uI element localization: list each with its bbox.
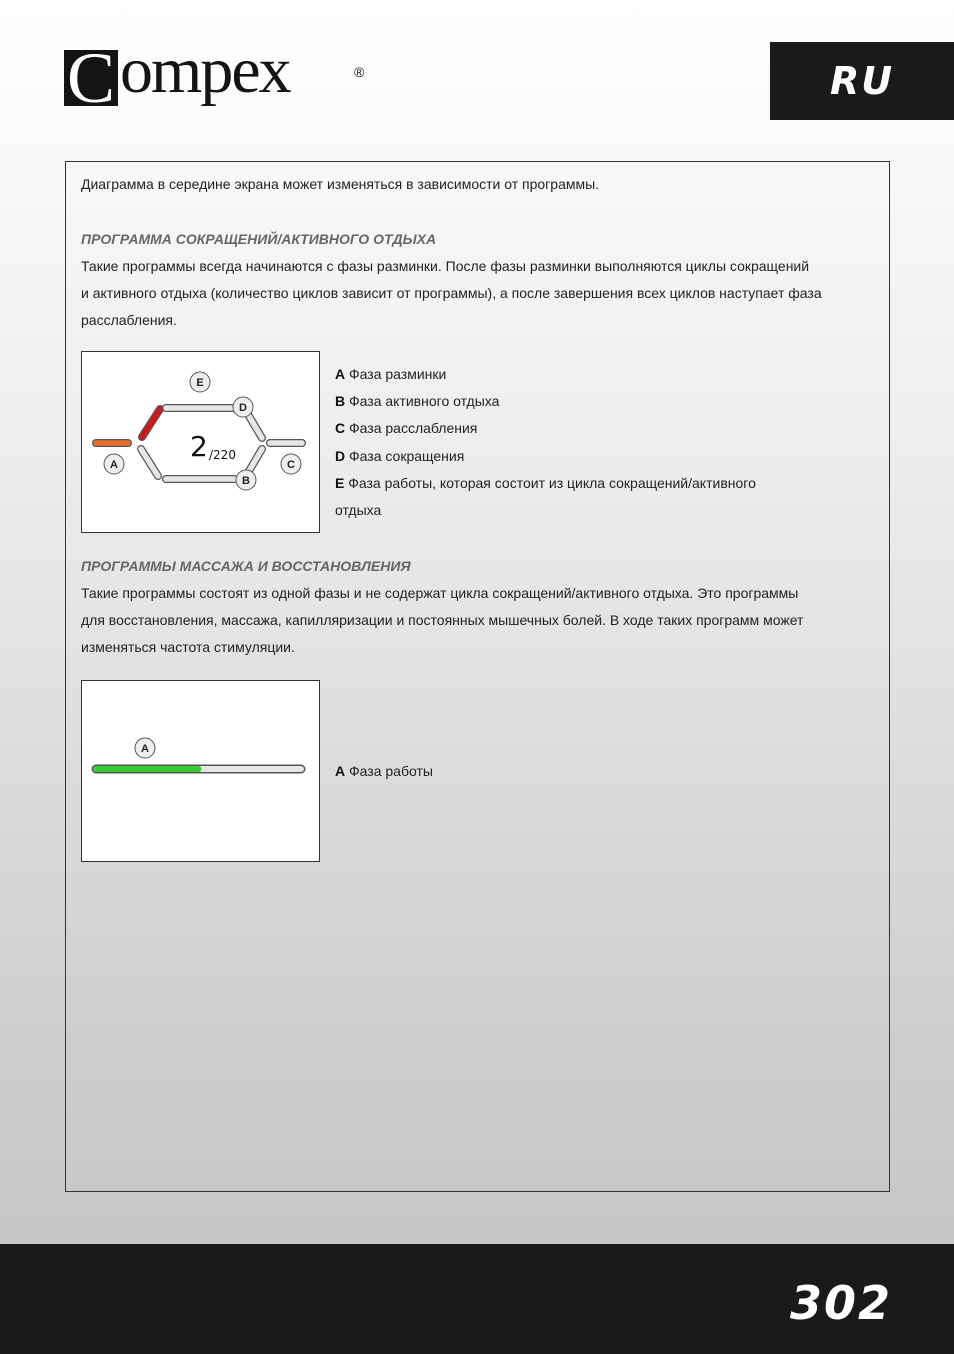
marker-d-label: D bbox=[239, 402, 247, 414]
footer-bar bbox=[0, 1244, 954, 1354]
legend-item-continuation: отдыха bbox=[335, 502, 382, 519]
language-badge: RU bbox=[770, 42, 954, 120]
compex-logo bbox=[64, 34, 374, 120]
section1-line-3: расслабления. bbox=[81, 312, 177, 328]
cycle-phase-diagram bbox=[81, 351, 320, 533]
legend-item: B Фаза активного отдыха bbox=[335, 393, 500, 410]
marker-c-label: C bbox=[287, 459, 295, 471]
legend-item: E Фаза работы, которая состоит из цикла сокращений/активного bbox=[335, 474, 756, 491]
legend-item: D Фаза сокращения bbox=[335, 447, 465, 464]
single-phase-svg bbox=[82, 681, 319, 861]
active-rest-ramp-left-fill bbox=[141, 449, 158, 476]
section2-line-3: изменяться частота стимуляции. bbox=[81, 639, 295, 655]
intro-text: Диаграмма в середине экрана может изменяться в зависимости от программы. bbox=[81, 176, 600, 192]
section1-line-1: Такие программы всегда начинаются с фазы разминки. После фазы разминки выполняются циклы сокращений bbox=[81, 258, 810, 274]
single-phase-legend bbox=[335, 758, 433, 785]
section1-line-2: и активного отдыха (количество циклов зависит от программы), а после завершения всех циклов наступает фаза bbox=[81, 285, 822, 301]
marker-a-label: A bbox=[110, 459, 118, 471]
marker-a-label: A bbox=[141, 743, 149, 755]
legend-item: C Фаза расслабления bbox=[335, 420, 478, 437]
cycle-counter-value: 2 bbox=[190, 430, 208, 463]
cycle-legend bbox=[335, 361, 756, 524]
marker-b-label: B bbox=[242, 475, 250, 487]
section2-line-2: для восстановления, массажа, капилляризации и постоянных мышечных болей. В ходе таких программ может bbox=[81, 612, 804, 628]
section2-heading: ПРОГРАММЫ МАССАЖА И ВОССТАНОВЛЕНИЯ bbox=[81, 558, 411, 574]
contraction-ramp-up-fill bbox=[142, 409, 160, 437]
section2-line-1: Такие программы состоят из одной фазы и не содержат цикла сокращений/активного отдыха. Это программы bbox=[81, 585, 799, 601]
cycle-diagram-svg bbox=[82, 352, 319, 532]
logo-letter: C bbox=[67, 38, 116, 118]
cycle-counter-total: /220 bbox=[209, 448, 236, 462]
logo-wordmark: ompex bbox=[120, 34, 290, 107]
legend-item: A Фаза работы bbox=[335, 763, 433, 779]
section1-heading: ПРОГРАММА СОКРАЩЕНИЙ/АКТИВНОГО ОТДЫХА bbox=[81, 231, 437, 247]
legend-item: A Фаза разминки bbox=[335, 366, 447, 382]
logo-c-block bbox=[64, 38, 118, 118]
page-number: 302 bbox=[789, 1276, 892, 1330]
marker-e-label: E bbox=[196, 377, 204, 389]
single-phase-diagram bbox=[81, 680, 320, 862]
content-frame bbox=[65, 161, 890, 1192]
registered-mark: ® bbox=[354, 64, 365, 80]
